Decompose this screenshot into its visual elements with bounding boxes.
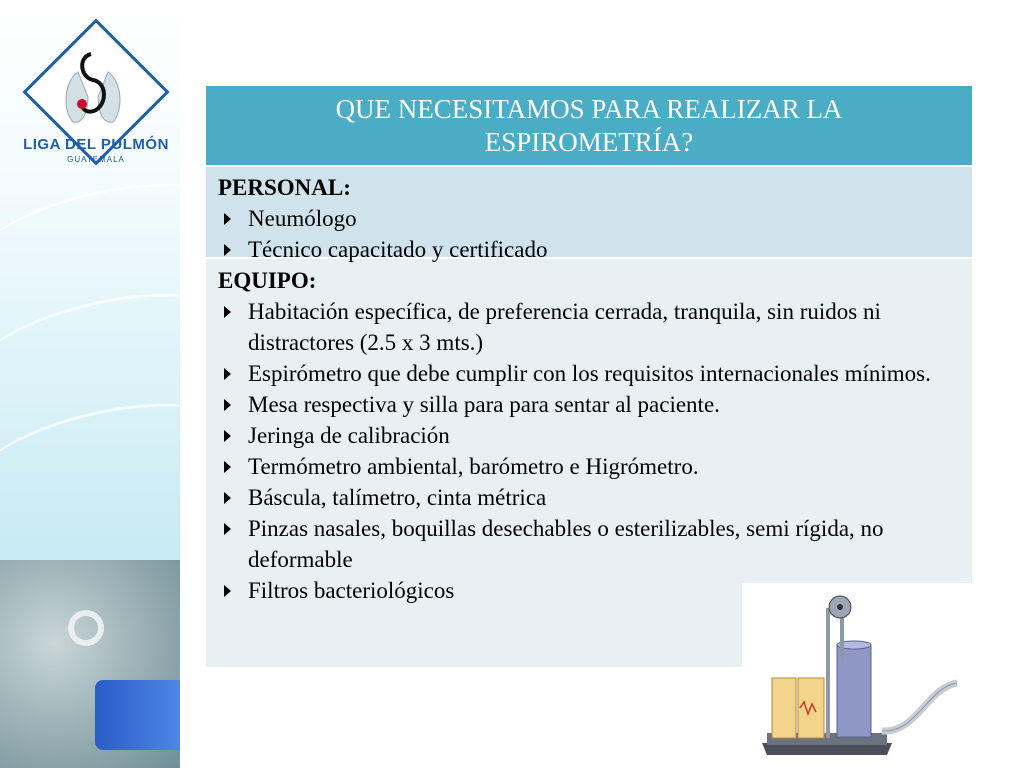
requirements-table xyxy=(206,86,972,667)
list-item: Mesa respectiva y silla para para sentar al paciente. xyxy=(218,389,962,420)
lungs-stethoscope-icon xyxy=(58,52,128,132)
equipo-list xyxy=(218,296,962,606)
equipo-title: EQUIPO: xyxy=(218,268,317,293)
spirometer-image xyxy=(742,583,972,768)
liga-del-pulmon-logo xyxy=(16,34,176,174)
list-item: Termómetro ambiental, barómetro e Higrómetro. xyxy=(218,451,962,482)
logo-name: LIGA DEL PULMÓN xyxy=(23,136,169,153)
list-item: Habitación específica, de preferencia cerrada, tranquila, sin ruidos ni distractores (2.5 x 3 mts.) xyxy=(218,296,962,358)
personal-title: PERSONAL: xyxy=(218,175,351,200)
logo-country: GUATEMALA xyxy=(67,155,125,164)
list-item: Filtros bacteriológicos xyxy=(218,575,962,606)
list-item: Neumólogo xyxy=(218,203,962,234)
list-item: Espirómetro que debe cumplir con los requisitos internacionales mínimos. xyxy=(218,358,962,389)
personal-list xyxy=(218,203,962,265)
table-header xyxy=(206,86,972,167)
list-item: Jeringa de calibración xyxy=(218,420,962,451)
list-item: Técnico capacitado y certificado xyxy=(218,234,962,265)
header-line-2: ESPIROMETRÍA? xyxy=(484,127,694,157)
list-item: Báscula, talímetro, cinta métrica xyxy=(218,482,962,513)
spirometer-icon xyxy=(742,583,972,768)
mouthpiece-image xyxy=(95,680,180,750)
nose-clip-image xyxy=(68,610,104,646)
header-line-1: QUE NECESITAMOS PARA REALIZAR LA xyxy=(335,94,843,124)
list-item: Pinzas nasales, boquillas desechables o esterilizables, semi rígida, no deformable xyxy=(218,513,962,575)
personal-row xyxy=(206,167,972,262)
